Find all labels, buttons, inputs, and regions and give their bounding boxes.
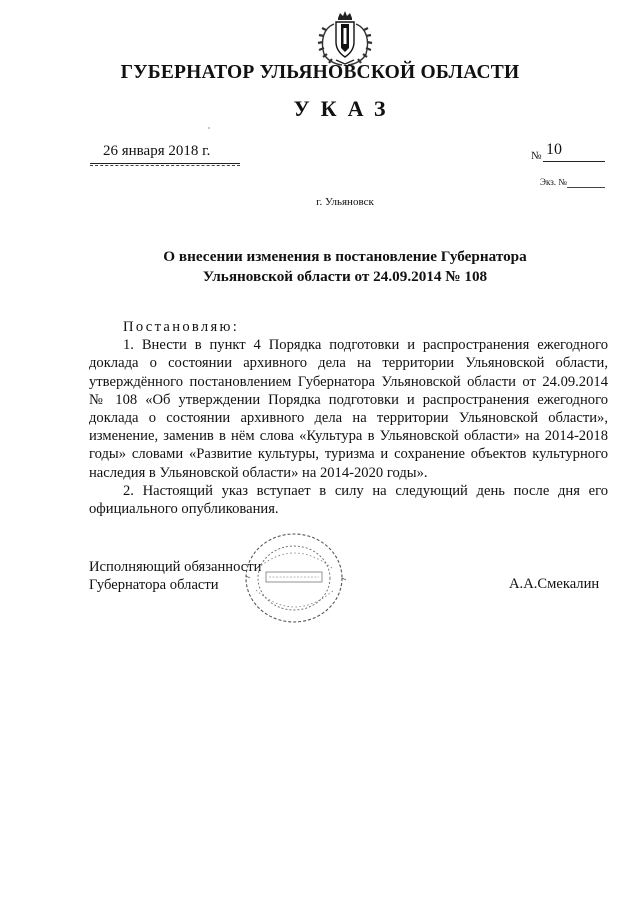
city: г. Ульяновск <box>316 196 374 208</box>
paragraph-1: 1. Внести в пункт 4 Порядка подготовки и распространения ежегодного доклада о состоянии архивного дела на территории Ульяновской области, утверждённого постановлением Губернатора Ульяновской области от 24.09.2014 № 108 «Об утверждении Порядка подготовки и распространения ежегодного доклада о состоянии архивного дела на территории Ульяновской области», изменение, заменив в нём слова «Культура в Ульяновской области» на 2014-2018 годы» словами «Развитие культуры, туризма и сохранение объектов культурного наследия в Ульяновской области» на 2014-2020 годы». <box>89 337 608 481</box>
document-date: 26 января 2018 г. <box>103 143 211 159</box>
coat-of-arms-icon <box>312 10 378 68</box>
date-underline-dashed <box>90 165 240 166</box>
date-underline <box>90 163 240 164</box>
issuing-authority: ГУБЕРНАТОР УЛЬЯНОВСКОЙ ОБЛАСТИ <box>120 62 520 83</box>
official-seal-icon <box>238 528 350 628</box>
copy-number-label: Экз. № <box>540 177 567 187</box>
paragraph-2: 2. Настоящий указ вступает в силу на следующий день после дня его официального опубликования. <box>89 482 608 518</box>
document-type: УКАЗ <box>293 96 397 121</box>
number-underline <box>543 161 605 162</box>
copy-number-underline <box>567 187 605 188</box>
pencil-mark <box>208 127 210 129</box>
signatory-position-line2: Губернатора области <box>89 576 219 593</box>
number-label: № <box>531 150 542 162</box>
signatory-position-line1: Исполняющий обязанности <box>89 559 262 575</box>
signatory-position <box>89 559 261 594</box>
document-number: 10 <box>546 141 562 158</box>
signatory-name: А.А.Смекалин <box>509 576 600 592</box>
document-subject: О внесении изменения в постановление Губернатора Ульяновской области от 24.09.2014 № 108 <box>163 248 527 285</box>
decree-word: Постановляю: <box>123 319 240 335</box>
document-body <box>89 318 608 518</box>
